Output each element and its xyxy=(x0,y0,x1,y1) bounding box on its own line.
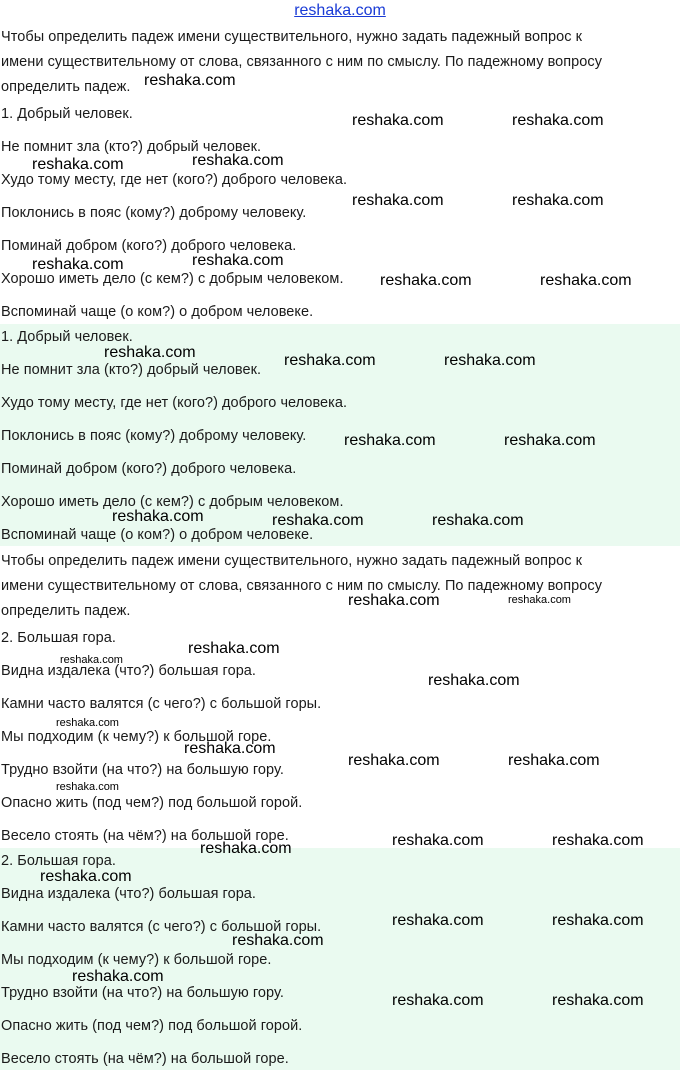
watermark: reshaka.com xyxy=(352,192,444,209)
sentence: Опасно жить (под чем?) под большой горой. xyxy=(1,795,303,811)
watermark: reshaka.com xyxy=(112,508,204,525)
watermark: reshaka.com xyxy=(200,840,292,857)
site-link[interactable]: reshaka.com xyxy=(294,2,386,19)
watermark: reshaka.com xyxy=(284,352,376,369)
watermark: reshaka.com xyxy=(184,740,276,757)
answer-sentence: Не помнит зла (кто?) добрый человек. xyxy=(1,362,262,378)
sentence: Весело стоять (на чём?) на большой горе. xyxy=(1,828,289,844)
watermark: reshaka.com xyxy=(60,654,123,666)
watermark: reshaka.com xyxy=(428,672,520,689)
watermark: reshaka.com xyxy=(392,992,484,1009)
answer-sentence: Мы подходим (к чему?) к большой горе. xyxy=(1,952,272,968)
answer-sentence: Трудно взойти (на что?) на большую гору. xyxy=(1,985,284,1001)
intro-line: имени существительному от слова, связанного с ним по смыслу. По падежному вопросу xyxy=(1,54,603,70)
answer-title: 1. Добрый человек. xyxy=(1,329,133,345)
watermark: reshaka.com xyxy=(512,192,604,209)
intro-line: имени существительному от слова, связанного с ним по смыслу. По падежному вопросу xyxy=(1,578,603,594)
watermark: reshaka.com xyxy=(192,252,284,269)
watermark: reshaka.com xyxy=(508,752,600,769)
intro-line: Чтобы определить падеж имени существительного, нужно задать падежный вопрос к xyxy=(1,29,583,45)
watermark: reshaka.com xyxy=(380,272,472,289)
watermark: reshaka.com xyxy=(188,640,280,657)
answer-sentence: Видна издалека (что?) большая гора. xyxy=(1,886,256,902)
watermark: reshaka.com xyxy=(552,912,644,929)
watermark: reshaka.com xyxy=(552,832,644,849)
watermark: reshaka.com xyxy=(432,512,524,529)
watermark: reshaka.com xyxy=(552,992,644,1009)
sentence: Хорошо иметь дело (с кем?) с добрым человеком. xyxy=(1,271,344,287)
answer-sentence: Поклонись в пояс (кому?) доброму человеку. xyxy=(1,428,307,444)
sentence: Не помнит зла (кто?) добрый человек. xyxy=(1,139,262,155)
watermark: reshaka.com xyxy=(72,968,164,985)
watermark: reshaka.com xyxy=(392,832,484,849)
watermark: reshaka.com xyxy=(40,868,132,885)
answer-sentence: Хорошо иметь дело (с кем?) с добрым человеком. xyxy=(1,494,344,510)
intro-line: определить падеж. xyxy=(1,79,131,95)
section-title: 2. Большая гора. xyxy=(1,630,116,646)
answer-sentence: Худо тому месту, где нет (кого?) доброго человека. xyxy=(1,395,348,411)
sentence: Камни часто валятся (с чего?) с большой горы. xyxy=(1,696,322,712)
section-title: 1. Добрый человек. xyxy=(1,106,133,122)
watermark: reshaka.com xyxy=(32,156,124,173)
sentence: Трудно взойти (на что?) на большую гору. xyxy=(1,762,284,778)
watermark: reshaka.com xyxy=(104,344,196,361)
answer-sentence: Камни часто валятся (с чего?) с большой горы. xyxy=(1,919,322,935)
watermark: reshaka.com xyxy=(348,752,440,769)
watermark: reshaka.com xyxy=(540,272,632,289)
watermark: reshaka.com xyxy=(144,72,236,89)
watermark: reshaka.com xyxy=(504,432,596,449)
intro-line: Чтобы определить падеж имени существительного, нужно задать падежный вопрос к xyxy=(1,553,583,569)
sentence: Мы подходим (к чему?) к большой горе. xyxy=(1,729,272,745)
answer-sentence: Вспоминай чаще (о ком?) о добром человеке. xyxy=(1,527,314,543)
sentence: Поминай добром (кого?) доброго человека. xyxy=(1,238,297,254)
watermark: reshaka.com xyxy=(192,152,284,169)
answer-sentence: Опасно жить (под чем?) под большой горой. xyxy=(1,1018,303,1034)
watermark: reshaka.com xyxy=(508,594,571,606)
watermark: reshaka.com xyxy=(392,912,484,929)
watermark: reshaka.com xyxy=(512,112,604,129)
watermark: reshaka.com xyxy=(56,717,119,729)
sentence: Видна издалека (что?) большая гора. xyxy=(1,663,256,679)
watermark: reshaka.com xyxy=(232,932,324,949)
watermark: reshaka.com xyxy=(348,592,440,609)
sentence: Поклонись в пояс (кому?) доброму человеку. xyxy=(1,205,307,221)
sentence: Вспоминай чаще (о ком?) о добром человеке. xyxy=(1,304,314,320)
watermark: reshaka.com xyxy=(272,512,364,529)
answer-sentence: Поминай добром (кого?) доброго человека. xyxy=(1,461,297,477)
watermark: reshaka.com xyxy=(444,352,536,369)
answer-sentence: Весело стоять (на чём?) на большой горе. xyxy=(1,1051,289,1067)
watermark: reshaka.com xyxy=(352,112,444,129)
watermark: reshaka.com xyxy=(32,256,124,273)
intro-line: определить падеж. xyxy=(1,603,131,619)
answer-title: 2. Большая гора. xyxy=(1,853,116,869)
watermark: reshaka.com xyxy=(344,432,436,449)
watermark: reshaka.com xyxy=(56,781,119,793)
sentence: Худо тому месту, где нет (кого?) доброго человека. xyxy=(1,172,348,188)
